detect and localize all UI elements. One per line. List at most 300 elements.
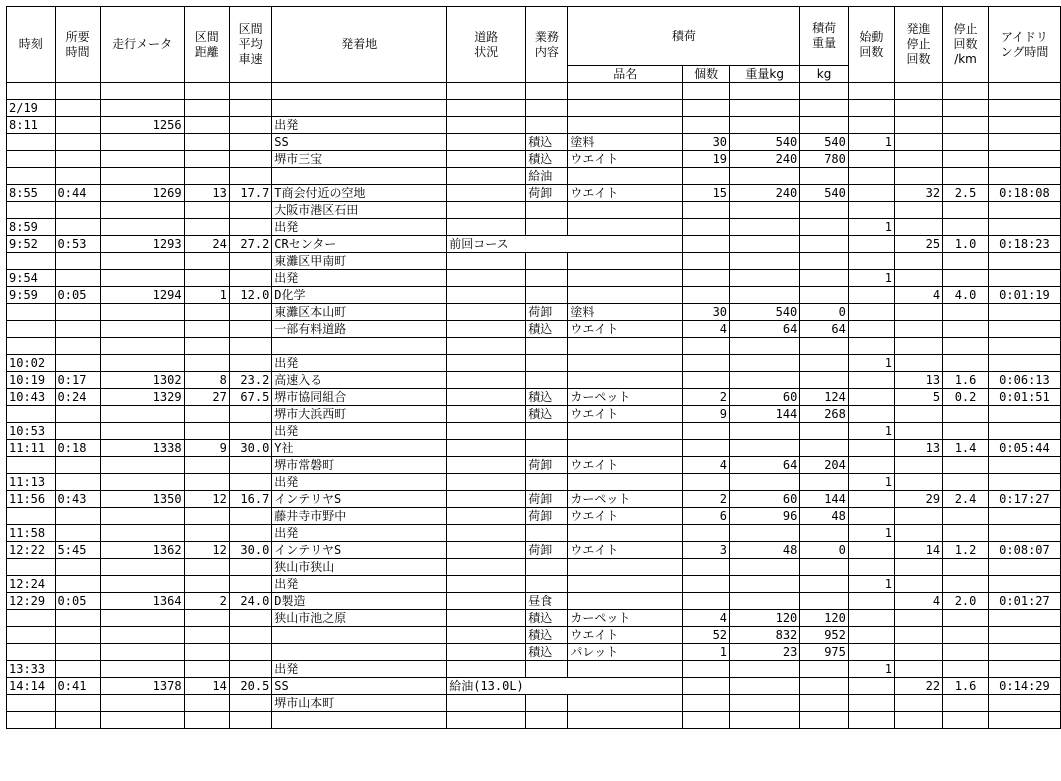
cell-distance: 12: [184, 542, 229, 559]
cell-stopgo: [894, 321, 942, 338]
cell-odometer: [100, 559, 184, 576]
cell-road: [447, 610, 526, 627]
cell-elapsed: 0:24: [55, 389, 100, 406]
cell-starts: 1: [848, 270, 894, 287]
cell-idle: [988, 355, 1060, 372]
cell-distance: [184, 304, 229, 321]
cell-speed: 30.0: [229, 542, 271, 559]
cell-stopgo: [894, 661, 942, 678]
cell-road: [447, 287, 526, 304]
cell-count: 30: [683, 304, 730, 321]
cell-stopgo: 4: [894, 593, 942, 610]
cell-odometer: [100, 457, 184, 474]
cell-starts: [848, 168, 894, 185]
cell-work: [526, 253, 568, 270]
cell-stopgo: [894, 457, 942, 474]
cell-item: [568, 593, 683, 610]
cell-odometer: [100, 644, 184, 661]
cell-stopgo: [894, 508, 942, 525]
cell-distance: [184, 134, 229, 151]
cell-odometer: 1364: [100, 593, 184, 610]
cell-speed: [229, 100, 271, 117]
cell-weight: 832: [730, 627, 800, 644]
cell-stopgo: 13: [894, 372, 942, 389]
cell-item: [568, 372, 683, 389]
cell-count: [683, 355, 730, 372]
cell-distance: 8: [184, 372, 229, 389]
cell-starts: [848, 83, 894, 100]
cell-item: ウエイト: [568, 457, 683, 474]
table-row: [7, 185, 1061, 202]
table-row: [7, 661, 1061, 678]
cell-road: [447, 661, 526, 678]
cell-place: 東灘区甲南町: [272, 253, 447, 270]
cell-item: [568, 423, 683, 440]
cell-time: 13:33: [7, 661, 56, 678]
cell-weight: [730, 168, 800, 185]
cell-speed: 24.0: [229, 593, 271, 610]
cell-odometer: [100, 270, 184, 287]
cell-load: 120: [800, 610, 849, 627]
cell-distance: [184, 559, 229, 576]
cell-time: [7, 508, 56, 525]
cell-time: [7, 304, 56, 321]
cell-stopgo: 4: [894, 287, 942, 304]
cell-speed: [229, 202, 271, 219]
cell-work: [526, 355, 568, 372]
cell-item: ウエイト: [568, 151, 683, 168]
cell-starts: [848, 644, 894, 661]
cell-distance: [184, 168, 229, 185]
cell-stopgo: [894, 474, 942, 491]
cell-count: [683, 219, 730, 236]
cell-perkm: [943, 270, 989, 287]
cell-distance: [184, 712, 229, 729]
cell-stopgo: [894, 117, 942, 134]
cell-road: [447, 559, 526, 576]
cell-elapsed: 0:53: [55, 236, 100, 253]
cell-stopgo: [894, 253, 942, 270]
cell-item: カーペット: [568, 610, 683, 627]
header-stop-go: 発進 停止 回数: [894, 7, 942, 83]
cell-place: 出発: [272, 355, 447, 372]
cell-road: [447, 491, 526, 508]
cell-count: 4: [683, 321, 730, 338]
cell-time: [7, 168, 56, 185]
cell-load: 952: [800, 627, 849, 644]
cell-item: [568, 695, 683, 712]
cell-idle: [988, 117, 1060, 134]
cell-place: 堺市常磐町: [272, 457, 447, 474]
cell-starts: [848, 389, 894, 406]
cell-starts: [848, 117, 894, 134]
cell-time: 12:29: [7, 593, 56, 610]
cell-speed: [229, 406, 271, 423]
cell-weight: [730, 695, 800, 712]
cell-speed: [229, 304, 271, 321]
cell-weight: [730, 219, 800, 236]
cell-distance: [184, 219, 229, 236]
cell-work: 荷卸: [526, 457, 568, 474]
cell-idle: [988, 712, 1060, 729]
cell-starts: 1: [848, 525, 894, 542]
cell-perkm: 0.2: [943, 389, 989, 406]
cell-idle: [988, 627, 1060, 644]
cell-load: [800, 474, 849, 491]
cell-stopgo: [894, 168, 942, 185]
cell-work: 給油: [526, 168, 568, 185]
cell-time: 9:52: [7, 236, 56, 253]
cell-elapsed: [55, 151, 100, 168]
cell-count: [683, 423, 730, 440]
cell-distance: [184, 576, 229, 593]
cell-elapsed: 5:45: [55, 542, 100, 559]
cell-count: [683, 474, 730, 491]
cell-perkm: [943, 644, 989, 661]
cell-count: [683, 202, 730, 219]
cell-speed: [229, 134, 271, 151]
cell-place: インテリヤS: [272, 542, 447, 559]
cell-starts: [848, 321, 894, 338]
cell-time: [7, 457, 56, 474]
cell-road: [447, 253, 526, 270]
cell-road: [447, 627, 526, 644]
cell-idle: [988, 695, 1060, 712]
cell-load: 48: [800, 508, 849, 525]
cell-distance: 9: [184, 440, 229, 457]
cell-place: [272, 100, 447, 117]
cell-time: [7, 695, 56, 712]
cell-place: [272, 83, 447, 100]
cell-perkm: [943, 610, 989, 627]
cell-stopgo: [894, 423, 942, 440]
cell-item: [568, 559, 683, 576]
cell-weight: [730, 576, 800, 593]
cell-starts: 1: [848, 423, 894, 440]
cell-weight: [730, 440, 800, 457]
cell-speed: [229, 644, 271, 661]
cell-starts: [848, 253, 894, 270]
cell-idle: [988, 219, 1060, 236]
cell-place: 出発: [272, 117, 447, 134]
cell-work: [526, 695, 568, 712]
cell-weight: [730, 100, 800, 117]
cell-time: [7, 610, 56, 627]
cell-weight: [730, 355, 800, 372]
cell-elapsed: [55, 576, 100, 593]
cell-distance: [184, 644, 229, 661]
cell-load: [800, 270, 849, 287]
cell-item: ウエイト: [568, 406, 683, 423]
cell-odometer: 1329: [100, 389, 184, 406]
table-row: [7, 321, 1061, 338]
cell-elapsed: [55, 134, 100, 151]
cell-odometer: [100, 304, 184, 321]
cell-idle: [988, 406, 1060, 423]
cell-count: [683, 168, 730, 185]
table-row: [7, 270, 1061, 287]
cell-elapsed: [55, 661, 100, 678]
cell-starts: [848, 610, 894, 627]
cell-odometer: [100, 253, 184, 270]
cell-item: [568, 202, 683, 219]
cell-starts: [848, 627, 894, 644]
cell-speed: [229, 610, 271, 627]
cell-place: インテリヤS: [272, 491, 447, 508]
cell-speed: 27.2: [229, 236, 271, 253]
cell-distance: [184, 423, 229, 440]
cell-idle: [988, 610, 1060, 627]
cell-time: [7, 321, 56, 338]
cell-count: [683, 559, 730, 576]
cell-work: 荷卸: [526, 304, 568, 321]
cell-elapsed: [55, 712, 100, 729]
cell-odometer: [100, 627, 184, 644]
cell-work: 荷卸: [526, 542, 568, 559]
cell-item: ウエイト: [568, 185, 683, 202]
cell-road: [447, 185, 526, 202]
cell-odometer: [100, 525, 184, 542]
cell-distance: [184, 338, 229, 355]
cell-weight: [730, 712, 800, 729]
cell-place: 大阪市港区石田: [272, 202, 447, 219]
cell-stopgo: [894, 610, 942, 627]
cell-road: [447, 321, 526, 338]
cell-odometer: [100, 100, 184, 117]
table-row: [7, 219, 1061, 236]
cell-work: [526, 678, 568, 695]
cell-starts: [848, 508, 894, 525]
cell-work: 積込: [526, 406, 568, 423]
cell-speed: [229, 474, 271, 491]
cell-speed: [229, 525, 271, 542]
cell-item: [568, 440, 683, 457]
cell-speed: [229, 712, 271, 729]
cell-perkm: [943, 525, 989, 542]
cell-starts: 1: [848, 576, 894, 593]
cell-elapsed: 0:17: [55, 372, 100, 389]
cell-time: [7, 134, 56, 151]
cell-road: [447, 389, 526, 406]
cell-speed: [229, 168, 271, 185]
cell-speed: [229, 253, 271, 270]
cell-odometer: [100, 423, 184, 440]
table-row: [7, 236, 1061, 253]
cell-speed: [229, 695, 271, 712]
cell-item: [568, 661, 683, 678]
cell-weight: [730, 270, 800, 287]
cell-stopgo: [894, 100, 942, 117]
cell-load: [800, 525, 849, 542]
cell-weight: [730, 423, 800, 440]
cell-perkm: [943, 474, 989, 491]
cell-work: [526, 219, 568, 236]
cell-idle: [988, 661, 1060, 678]
cell-work: [526, 83, 568, 100]
cell-idle: [988, 457, 1060, 474]
cell-count: 19: [683, 151, 730, 168]
cell-work: 積込: [526, 134, 568, 151]
table-row: [7, 559, 1061, 576]
cell-distance: [184, 151, 229, 168]
cell-elapsed: [55, 610, 100, 627]
cell-count: [683, 253, 730, 270]
cell-odometer: [100, 168, 184, 185]
cell-time: [7, 338, 56, 355]
cell-elapsed: 0:18: [55, 440, 100, 457]
cell-speed: 17.7: [229, 185, 271, 202]
cell-road: [447, 542, 526, 559]
cell-speed: [229, 270, 271, 287]
cell-load: [800, 695, 849, 712]
cell-item: カーペット: [568, 389, 683, 406]
cell-perkm: [943, 457, 989, 474]
cell-odometer: 1294: [100, 287, 184, 304]
table-row: [7, 338, 1061, 355]
cell-work: 昼食: [526, 593, 568, 610]
cell-count: 2: [683, 491, 730, 508]
cell-weight: [730, 236, 800, 253]
cell-weight: 23: [730, 644, 800, 661]
cell-speed: [229, 661, 271, 678]
cell-distance: [184, 610, 229, 627]
cell-idle: [988, 270, 1060, 287]
cell-elapsed: [55, 474, 100, 491]
header-odometer: 走行メータ: [100, 7, 184, 83]
cell-perkm: [943, 117, 989, 134]
cell-road: [447, 474, 526, 491]
cell-item: [568, 100, 683, 117]
cell-odometer: [100, 83, 184, 100]
cell-time: [7, 644, 56, 661]
cell-odometer: [100, 610, 184, 627]
cell-stopgo: 25: [894, 236, 942, 253]
cell-load: [800, 253, 849, 270]
cell-count: [683, 100, 730, 117]
cell-load: [800, 83, 849, 100]
cell-place: 出発: [272, 661, 447, 678]
cell-stopgo: [894, 151, 942, 168]
cell-stopgo: [894, 134, 942, 151]
cell-work: [526, 372, 568, 389]
cell-odometer: 1338: [100, 440, 184, 457]
cell-count: [683, 525, 730, 542]
table-row: [7, 372, 1061, 389]
cell-idle: 0:14:29: [988, 678, 1060, 695]
cell-place: [272, 712, 447, 729]
cell-idle: [988, 644, 1060, 661]
cell-count: 3: [683, 542, 730, 559]
cell-place: [272, 338, 447, 355]
cell-idle: 0:01:19: [988, 287, 1060, 304]
cell-weight: 64: [730, 457, 800, 474]
cell-speed: 23.2: [229, 372, 271, 389]
cell-starts: [848, 542, 894, 559]
table-row: [7, 440, 1061, 457]
cell-perkm: 2.4: [943, 491, 989, 508]
cell-work: [526, 712, 568, 729]
cell-work: 積込: [526, 610, 568, 627]
cell-elapsed: [55, 100, 100, 117]
cell-count: 9: [683, 406, 730, 423]
cell-speed: [229, 151, 271, 168]
cell-count: [683, 440, 730, 457]
cell-work: [526, 525, 568, 542]
cell-odometer: 1302: [100, 372, 184, 389]
cell-load: 268: [800, 406, 849, 423]
cell-item: パレット: [568, 644, 683, 661]
cell-perkm: 1.0: [943, 236, 989, 253]
cell-road: [447, 440, 526, 457]
cell-place: 出発: [272, 219, 447, 236]
cell-distance: [184, 270, 229, 287]
cell-idle: [988, 168, 1060, 185]
cell-idle: 0:18:23: [988, 236, 1060, 253]
cell-place: 堺市大浜西町: [272, 406, 447, 423]
cell-item: [568, 83, 683, 100]
cell-place: [272, 168, 447, 185]
cell-odometer: [100, 134, 184, 151]
cell-starts: 1: [848, 134, 894, 151]
cell-odometer: [100, 321, 184, 338]
cell-stopgo: 22: [894, 678, 942, 695]
cell-elapsed: [55, 253, 100, 270]
cell-perkm: 1.6: [943, 372, 989, 389]
cell-elapsed: [55, 202, 100, 219]
table-row: [7, 491, 1061, 508]
cell-road: [447, 304, 526, 321]
table-row: [7, 610, 1061, 627]
cell-place: 藤井寺市野中: [272, 508, 447, 525]
cell-perkm: [943, 219, 989, 236]
cell-weight: 96: [730, 508, 800, 525]
cell-weight: 60: [730, 389, 800, 406]
cell-speed: [229, 321, 271, 338]
cell-elapsed: [55, 627, 100, 644]
cell-starts: [848, 457, 894, 474]
cell-count: 15: [683, 185, 730, 202]
cell-time: 2/19: [7, 100, 56, 117]
cell-distance: [184, 474, 229, 491]
cell-place: 堺市山本町: [272, 695, 447, 712]
cell-odometer: [100, 712, 184, 729]
cell-idle: [988, 474, 1060, 491]
cell-work: 積込: [526, 627, 568, 644]
cell-place: 狭山市狭山: [272, 559, 447, 576]
cell-distance: [184, 355, 229, 372]
header-cargo: 積荷: [568, 7, 800, 66]
header-load-weight-unit: kg: [800, 66, 849, 83]
cell-road: [447, 457, 526, 474]
cell-perkm: [943, 695, 989, 712]
cell-distance: [184, 627, 229, 644]
cell-perkm: 1.2: [943, 542, 989, 559]
cell-count: [683, 712, 730, 729]
cell-elapsed: [55, 168, 100, 185]
cell-work: 荷卸: [526, 508, 568, 525]
cell-place: 出発: [272, 423, 447, 440]
cell-road: [447, 134, 526, 151]
cell-idle: [988, 151, 1060, 168]
cell-place: SS: [272, 678, 447, 695]
cell-distance: [184, 508, 229, 525]
cell-speed: 20.5: [229, 678, 271, 695]
table-row: [7, 134, 1061, 151]
cell-idle: 0:05:44: [988, 440, 1060, 457]
cell-perkm: 1.4: [943, 440, 989, 457]
cell-load: [800, 236, 849, 253]
cell-speed: 30.0: [229, 440, 271, 457]
